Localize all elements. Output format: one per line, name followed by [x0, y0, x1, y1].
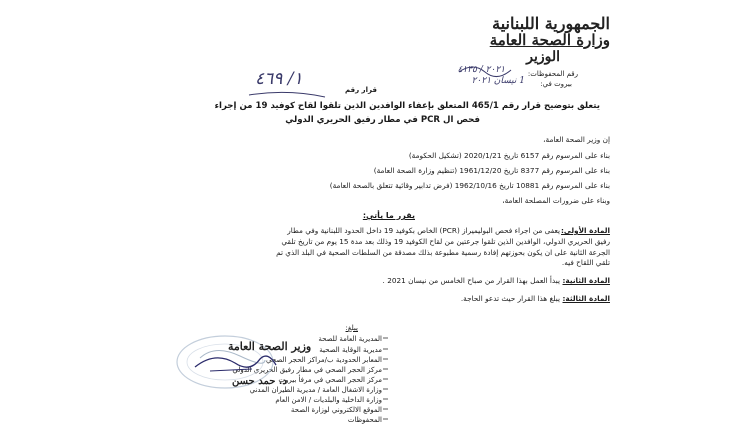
decision-label: قرار رقم: [345, 86, 377, 94]
article-3-line: يبلغ هذا القرار حيث تدعو الحاجة.: [460, 294, 560, 303]
reference-label: رقم المحفوظات:: [527, 70, 578, 78]
article-2-line: يبدأ العمل بهذا القرار من صباح الخامس من نيسان 2021 .: [382, 276, 560, 285]
distribution-dashes: [382, 334, 390, 426]
distribution-item: وزارة الاشغال العامة / مديرية الطيران المدني: [249, 386, 382, 394]
distribution-item: مركز الحجر الصحي في مطار رفيق الحريري الدولي: [232, 366, 382, 374]
header-minister: الوزير: [526, 49, 560, 65]
header-ministry: وزارة الصحة العامة: [489, 31, 610, 49]
subject-line-2: فحص ال PCR في مطار رفيق الحريري الدولي: [285, 115, 480, 125]
subject-line-1: يتعلق بتوضيح قرار رقم 465/1 المتعلق بإعفاء الوافدين الذين تلقوا لقاح كوفيد 19 من إجراء: [214, 101, 600, 111]
preamble-line: بناء على المرسوم رقم 8377 تاريخ 1961/12/20 (تنظيم وزارة الصحة العامة): [373, 166, 610, 175]
article-1-title: المادة الأولى:: [561, 226, 610, 235]
header-initials: [455, 58, 515, 84]
distribution-item: المعابر الحدودية ب/مراكز الحجر الصحي: [266, 356, 382, 364]
preamble-line: إن وزير الصحة العامة،: [543, 135, 610, 144]
preamble-line: وبناء على ضرورات المصلحة العامة،: [502, 196, 610, 205]
article-1-line: الجرعة الثانية على ان يكون بحوزتهم إفادة رسمية مطبوعة بذلك مصدقة من السلطات الصحية في البلد الذي تم: [276, 248, 610, 257]
distribution-item: مركز الحجر الصحي في مرفأ بيروت: [278, 376, 382, 384]
article-3-title: المادة الثالثة:: [562, 294, 610, 303]
article-2-title: المادة الثانية:: [562, 276, 610, 285]
distribution-item: مديرية الوقاية الصحية: [319, 346, 382, 354]
decides-heading: يقرر ما يأتي:: [362, 211, 415, 220]
reference-value: ٢٠٢١ / ٤١٣٥: [457, 65, 505, 75]
preamble-line: بناء على المرسوم رقم 10881 تاريخ 1962/10/16 (فرض تدابير وقائية تتعلق بالصحة العامة): [329, 181, 610, 190]
signature-name: د. حمد حسن: [232, 376, 287, 387]
date-value: 1 نيسان ٢٠٢١: [471, 76, 525, 86]
distribution-item: وزارة الداخلية والبلديات / الامن العام: [275, 396, 382, 404]
header-republic: الجمهورية اللبنانية: [492, 14, 610, 33]
decision-number: ١/ ٤٦٩: [255, 69, 303, 89]
article-1-line: تلقي اللقاح فيه.: [561, 258, 610, 267]
signature-title: وزير الصحة العامة: [228, 340, 312, 353]
distribution-label: يبلغ:: [345, 324, 358, 332]
preamble-line: بناء على المرسوم رقم 6157 تاريخ 2020/1/21 (تشكيل الحكومة): [408, 151, 610, 160]
distribution-item: المديرية العامة للصحة: [318, 335, 382, 343]
article-1-line: يعفى من اجراء فحص البوليميراز (PCR) الخاص بكوفيد 19 داخل الحدود اللبنانية وفي مطار: [287, 226, 560, 235]
distribution-item: المحفوظات: [347, 416, 382, 424]
distribution-item: الموقع الالكتروني لوزارة الصحة: [290, 406, 382, 414]
article-1-line: رفيق الحريري الدولي، الوافدين الذين تلقوا جرعتين من لقاح الكوفيد 19 وذلك بعد مدة 15 يوم من تاريخ تلقي: [281, 237, 610, 246]
date-label: بيروت في:: [540, 80, 572, 88]
